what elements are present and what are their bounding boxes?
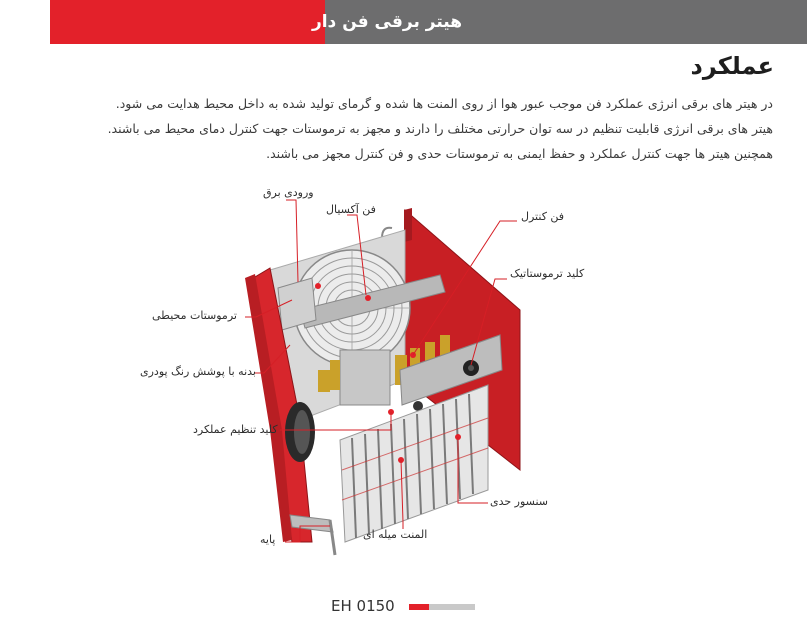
label-limit-sensor: سنسور حدی (490, 495, 549, 508)
section-title: عملکرد (690, 52, 774, 80)
heater-illustration (0, 170, 807, 570)
label-ambient-thermostat: ترموستات محیطی (152, 309, 237, 322)
heater-diagram (0, 170, 807, 570)
label-fan-control: فن کنترل (521, 210, 565, 223)
page-progress-fill (409, 604, 429, 610)
footer (0, 597, 807, 617)
label-mode-switch: کلید تنظیم عملکرد (193, 423, 278, 436)
label-power-inlet: ورودی برق (263, 186, 314, 199)
label-axial-fan: فن آکسیال (326, 203, 376, 216)
banner-red-block (50, 0, 325, 44)
label-rod-element: المنت میله ای (363, 528, 428, 541)
description-line: همچنین هیتر ها جهت کنترل عملکرد و حفظ ایمنی به ترموستات حدی و فن کنترل مجهز می باشند. (266, 146, 773, 161)
label-body: بدنه با پوشش رنگ پودری (140, 365, 256, 378)
page-progress-bar (409, 604, 475, 610)
label-thermostat-switch: کلید ترموستاتیک (510, 267, 585, 280)
page-title: هیتر برقی فن دار (311, 12, 462, 32)
description-line: هیتر های برقی انرژی قابلیت تنظیم در سه توان حرارتی مختلف را دارند و مجهز به ترموستات جهت کنترل دمای محیط می باشند. (107, 121, 773, 136)
header-banner (50, 0, 807, 44)
label-stand: پایه (260, 533, 276, 546)
description-paragraph (0, 91, 773, 166)
model-number: EH 0150 (331, 597, 395, 615)
description-line: در هیتر های برقی انرژی عملکرد فن موجب عبور هوا از روی المنت ها شده و گرمای تولید شده به داخل محیط هدایت می شود. (115, 96, 773, 111)
